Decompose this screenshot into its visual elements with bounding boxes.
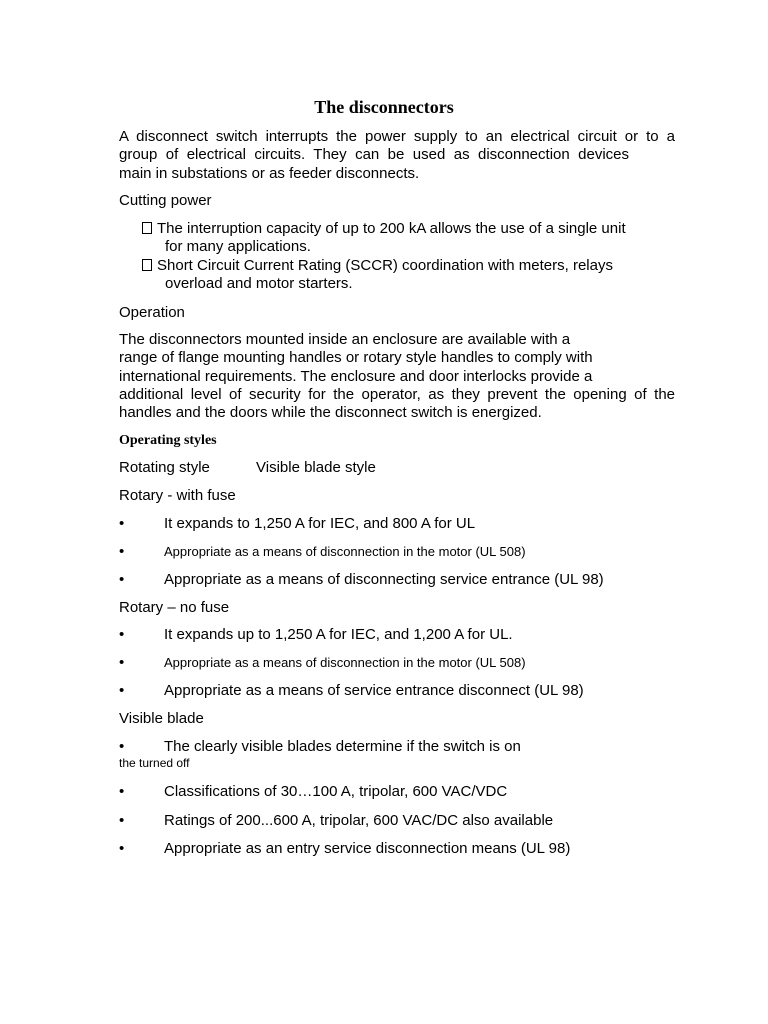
operation-paragraph — [119, 331, 675, 422]
rotating-style-label: Rotating style — [119, 459, 210, 476]
bullet-icon: • — [119, 812, 125, 829]
intro-line: A disconnect switch interrupts the power supply to an electrical circuit or to a — [119, 128, 675, 145]
rotary-no-fuse-heading: Rotary – no fuse — [119, 599, 230, 616]
visible-blade-style-label: Visible blade style — [256, 459, 376, 476]
intro-line: main in substations or as feeder disconnects. — [119, 164, 420, 182]
list-item — [119, 543, 679, 561]
intro-paragraph — [119, 128, 675, 183]
list-item-text: Appropriate as a means of service entrance disconnect (UL 98) — [164, 682, 584, 699]
bullet-icon: • — [119, 738, 125, 755]
list-item — [119, 654, 679, 672]
list-item-text: The clearly visible blades determine if the switch is on — [164, 738, 521, 755]
list-item — [119, 682, 679, 700]
intro-line: group of electrical circuits. They can be used as disconnection devices — [119, 146, 629, 164]
list-item — [119, 783, 679, 801]
list-item-text: Appropriate as a means of disconnection in the motor (UL 508) — [164, 655, 526, 670]
operation-heading: Operation — [119, 304, 185, 321]
cutting-power-item-line — [142, 257, 682, 275]
bullet-icon: • — [119, 654, 125, 671]
bullet-icon: • — [119, 783, 125, 800]
list-item-text: Ratings of 200...600 A, tripolar, 600 VAC/DC also available — [164, 812, 554, 829]
checkbox-icon — [142, 222, 152, 234]
bullet-icon: • — [119, 571, 125, 588]
list-item — [119, 626, 679, 644]
bullet-icon: • — [119, 840, 125, 857]
operation-line: additional level of security for the operator, as they prevent the opening of the — [119, 385, 675, 403]
list-item-text: Classifications of 30…100 A, tripolar, 600 VAC/VDC — [164, 783, 508, 800]
list-item — [119, 840, 679, 858]
bullet-icon: • — [119, 543, 125, 560]
list-item-text: It expands up to 1,250 A for IEC, and 1,200 A for UL. — [164, 626, 513, 643]
cutting-power-item-continuation: for many applications. — [165, 238, 311, 256]
checkbox-icon — [142, 259, 152, 271]
operation-line: handles and the doors while the disconnect switch is energized. — [119, 404, 542, 422]
list-item — [119, 571, 679, 589]
operation-line: range of flange mounting handles or rotary style handles to comply with — [119, 349, 593, 367]
list-item-text: Appropriate as a means of disconnection in the motor (UL 508) — [164, 544, 526, 559]
list-item — [119, 738, 679, 756]
list-item — [119, 812, 679, 830]
operating-styles-row — [119, 459, 376, 477]
list-item-continuation: the turned off — [119, 756, 190, 770]
cutting-power-item-text: Short Circuit Current Rating (SCCR) coordination with meters, relays — [157, 257, 613, 274]
bullet-icon: • — [119, 515, 125, 532]
operation-line: international requirements. The enclosure and door interlocks provide a — [119, 367, 593, 385]
list-item-text: Appropriate as a means of disconnecting service entrance (UL 98) — [164, 571, 604, 588]
operation-line: The disconnectors mounted inside an enclosure are available with a — [119, 331, 571, 348]
bullet-icon: • — [119, 682, 125, 699]
cutting-power-item — [142, 220, 682, 257]
operating-styles-heading: Operating styles — [119, 433, 217, 448]
list-item-text: Appropriate as an entry service disconnection means (UL 98) — [164, 840, 571, 857]
bullet-icon: • — [119, 626, 125, 643]
document-title: The disconnectors — [314, 97, 454, 117]
cutting-power-heading: Cutting power — [119, 192, 212, 209]
cutting-power-item — [142, 257, 682, 294]
visible-blade-heading: Visible blade — [119, 710, 204, 727]
cutting-power-item-continuation: overload and motor starters. — [165, 275, 353, 293]
rotary-with-fuse-heading: Rotary - with fuse — [119, 487, 236, 504]
list-item-text: It expands to 1,250 A for IEC, and 800 A for UL — [164, 515, 476, 532]
cutting-power-item-text: The interruption capacity of up to 200 kA allows the use of a single unit — [157, 220, 626, 237]
cutting-power-item-line — [142, 220, 682, 238]
list-item — [119, 515, 679, 533]
